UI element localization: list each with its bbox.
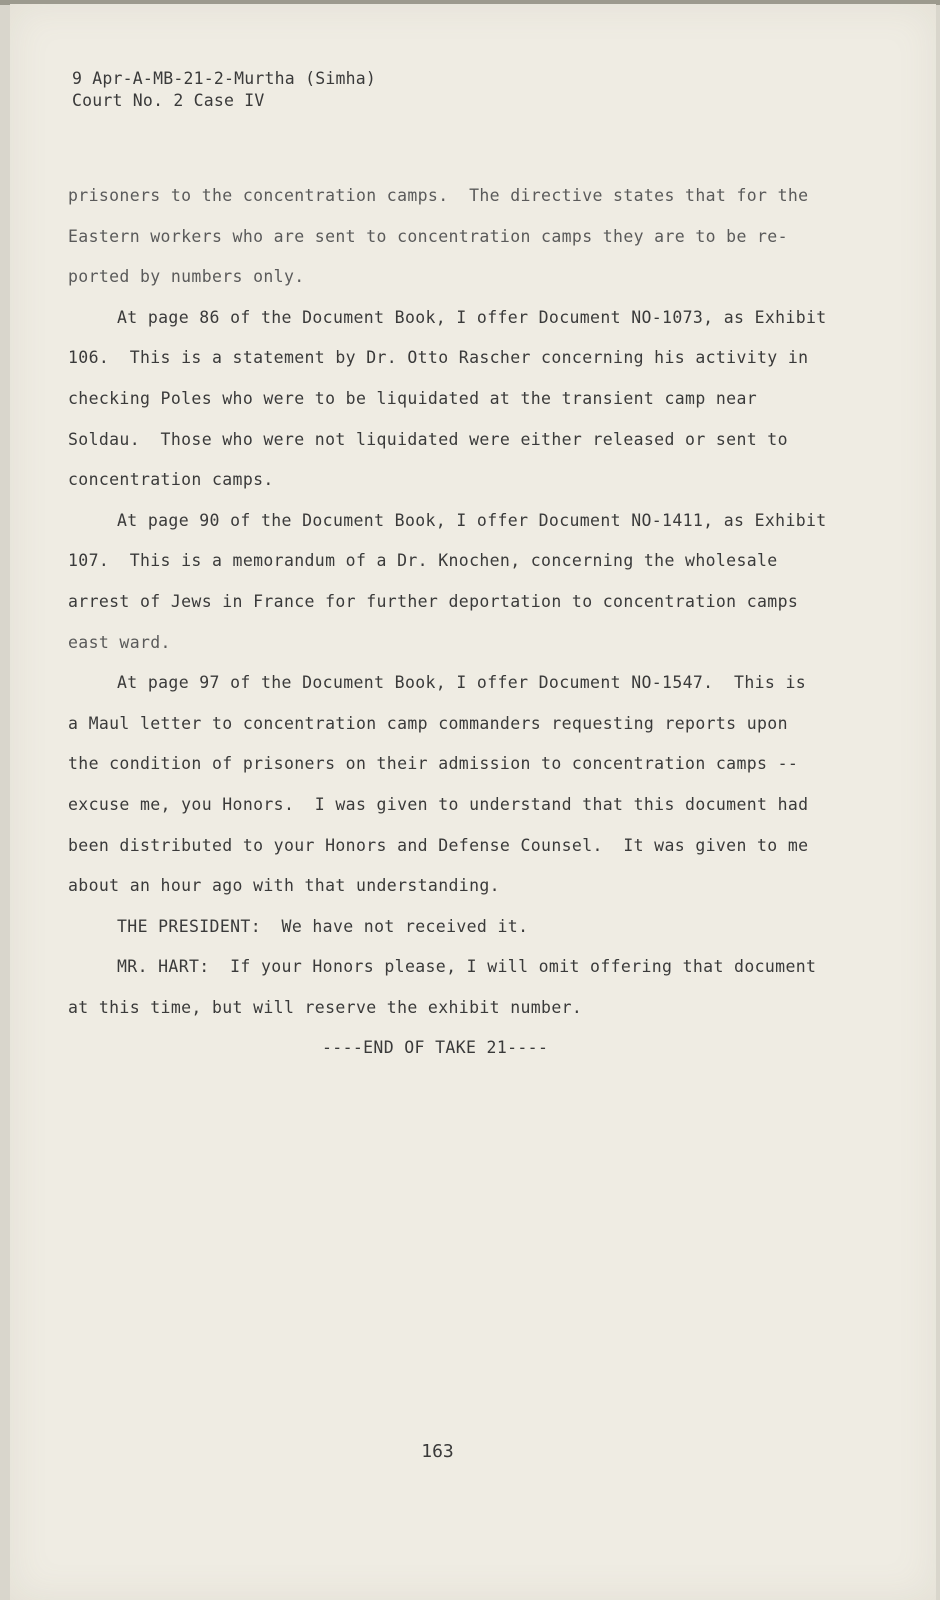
- transcript-line: prisoners to the concentration camps. The directive states that for the: [68, 186, 809, 205]
- transcript-line: At page 97 of the Document Book, I offer Document NO-1547. This is: [117, 673, 807, 693]
- page-header: [72, 68, 376, 112]
- end-of-take-marker: ----END OF TAKE 21----: [322, 1038, 549, 1058]
- transcript-line: Soldau. Those who were not liquidated were either released or sent to: [68, 429, 788, 449]
- transcript-line: east ward.: [68, 632, 171, 652]
- transcript-line: 106. This is a statement by Dr. Otto Rascher concerning his activity in: [68, 348, 809, 368]
- transcript-line: about an hour ago with that understanding.: [68, 876, 500, 896]
- transcript-line: the condition of prisoners on their admission to concentration camps --: [68, 754, 799, 774]
- header-reference: 9 Apr-A-MB-21-2-Murtha (Simha): [72, 69, 377, 88]
- transcript-line: THE PRESIDENT: We have not received it.: [117, 916, 529, 936]
- transcript-line: ported by numbers only.: [68, 267, 305, 287]
- transcript-line: Eastern workers who are sent to concentration camps they are to be re-: [68, 226, 788, 246]
- transcript-line: at this time, but will reserve the exhibit number.: [68, 997, 583, 1017]
- transcript-line: excuse me, you Honors. I was given to understand that this document had: [68, 794, 809, 814]
- document-page: [10, 4, 936, 1600]
- transcript-line: concentration camps.: [68, 470, 274, 490]
- transcript-line: arrest of Jews in France for further deportation to concentration camps: [68, 591, 799, 611]
- transcript-line: checking Poles who were to be liquidated at the transient camp near: [68, 388, 758, 408]
- transcript-line: MR. HART: If your Honors please, I will omit offering that document: [117, 957, 817, 977]
- transcript-line: At page 90 of the Document Book, I offer Document NO-1411, as Exhibit: [117, 510, 827, 530]
- transcript-line: been distributed to your Honors and Defense Counsel. It was given to me: [68, 835, 809, 855]
- transcript-body: [68, 176, 858, 1069]
- transcript-line: At page 86 of the Document Book, I offer Document NO-1073, as Exhibit: [117, 307, 827, 327]
- transcript-line: 107. This is a memorandum of a Dr. Knochen, concerning the wholesale: [68, 551, 778, 571]
- transcript-line: a Maul letter to concentration camp commanders requesting reports upon: [68, 713, 788, 733]
- page-number: 163: [421, 1441, 454, 1462]
- header-court-case: Court No. 2 Case IV: [72, 91, 265, 110]
